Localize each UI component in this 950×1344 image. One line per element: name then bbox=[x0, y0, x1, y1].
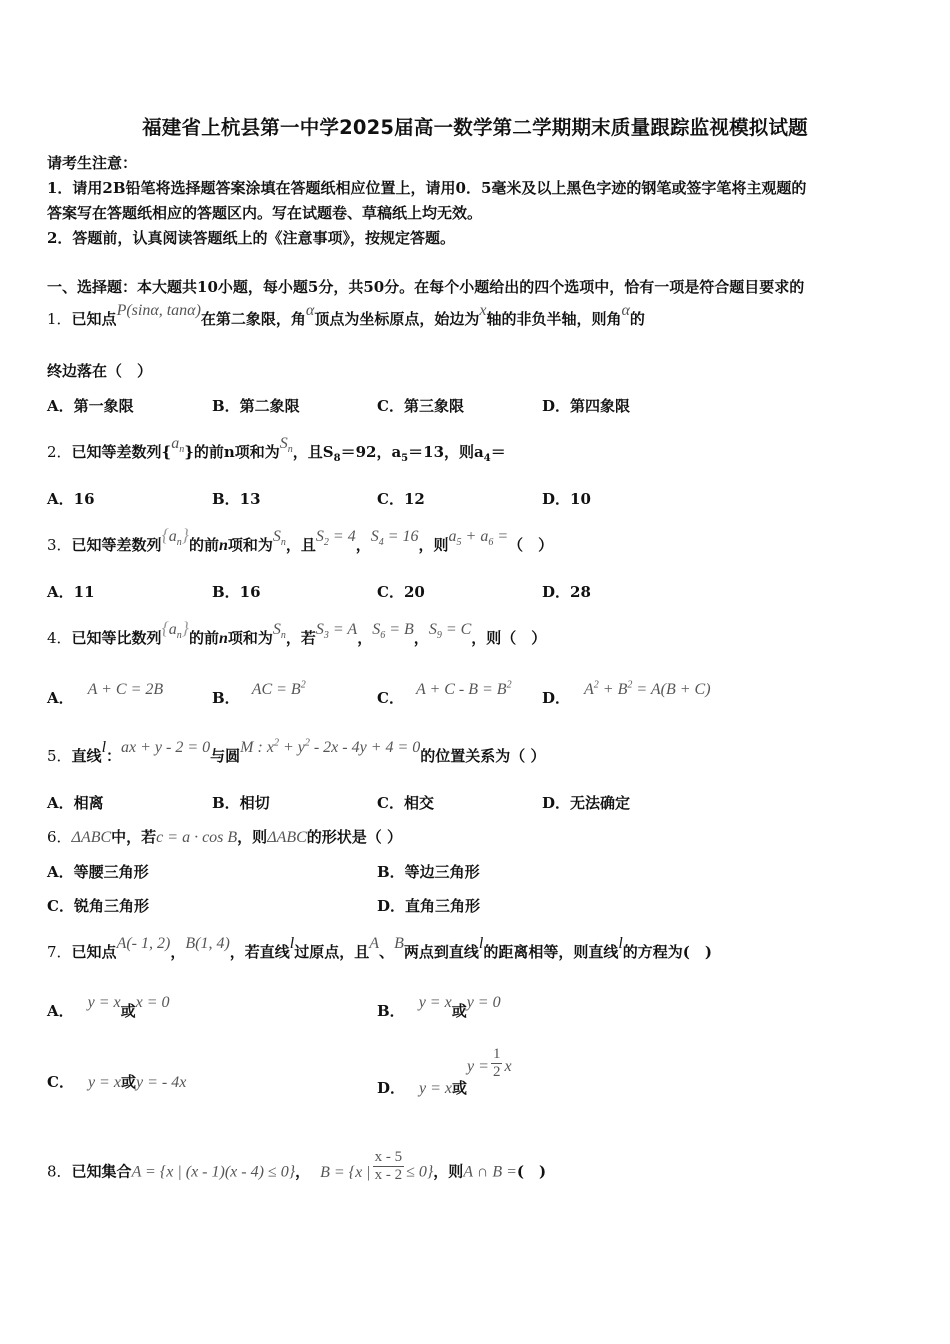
q3-math-sub: 2 bbox=[323, 537, 329, 549]
q3-math-base: a bbox=[448, 528, 457, 545]
q5-math-base: + y bbox=[278, 739, 305, 756]
q4-text: ， bbox=[357, 629, 373, 647]
q3-math-s-base: S bbox=[272, 528, 281, 545]
q3-math-rest: = 16 bbox=[383, 528, 419, 545]
q3-math-a-sub: n bbox=[176, 537, 182, 549]
q2-text: ＝ bbox=[490, 443, 506, 461]
option-math-base: + B bbox=[598, 681, 628, 698]
q3-math-sub: 4 bbox=[378, 537, 384, 549]
question-number: 8． bbox=[47, 1162, 72, 1181]
q3-math-n: n bbox=[218, 537, 228, 554]
q4-math-rest: = B bbox=[385, 621, 414, 638]
q3-math-a-base: a bbox=[168, 528, 177, 545]
q4-text: ， bbox=[413, 629, 429, 647]
q7-option-b[interactable] bbox=[377, 994, 501, 1021]
question-number: 2． bbox=[47, 443, 72, 461]
q7-text: 已知点 bbox=[71, 943, 117, 961]
q2-math-a bbox=[171, 435, 185, 456]
q4-math-s bbox=[272, 621, 286, 642]
q4-math-s3 bbox=[315, 621, 358, 642]
q7-math-l: l bbox=[478, 935, 484, 952]
option-math: x = 0 bbox=[135, 994, 170, 1011]
option-math: A + C = 2B bbox=[87, 681, 164, 698]
q3-text: 的前 bbox=[188, 536, 219, 554]
q4-math-s6 bbox=[372, 621, 414, 642]
notice-item-2: 2．答题前，认真阅读答题纸上的《注意事项》，按规定答题。 bbox=[47, 229, 455, 247]
q6-math-triangle: ΔABC bbox=[267, 829, 307, 846]
q4-math-seq bbox=[161, 618, 189, 642]
brace-right: } bbox=[181, 618, 189, 638]
q5-option-a[interactable]: A．相离 bbox=[47, 794, 104, 812]
q4-math-base: S bbox=[315, 621, 324, 638]
q7-option-a[interactable] bbox=[47, 994, 170, 1021]
q5-math-circle bbox=[240, 739, 420, 756]
option-label: C． bbox=[377, 689, 404, 707]
q7-text: ， bbox=[170, 943, 186, 961]
q4-option-b[interactable] bbox=[212, 679, 306, 708]
q4-math-sub: 9 bbox=[436, 630, 442, 642]
q4-math-rest: = A bbox=[328, 621, 358, 638]
q7-text: 的距离相等，则直线 bbox=[483, 943, 619, 961]
q2-text: }的前n项和为 bbox=[184, 443, 280, 461]
option-label: B． bbox=[212, 689, 240, 707]
q8-math-set-b: B = {x | bbox=[320, 1163, 371, 1181]
q4-text: ，则（ ） bbox=[471, 629, 547, 647]
q4-math-sub: 6 bbox=[380, 630, 386, 642]
q3-text: ，则 bbox=[418, 536, 449, 554]
option-math: y = x bbox=[418, 994, 452, 1011]
q7-text: 、 bbox=[379, 943, 395, 961]
option-label: D． bbox=[377, 1078, 406, 1097]
q3-math-sum bbox=[448, 528, 509, 549]
option-label: A． bbox=[47, 689, 74, 707]
q5-math-sup: 2 bbox=[304, 737, 310, 749]
q5-text: 的位置关系为（ ） bbox=[420, 747, 546, 765]
q2-option-c[interactable]: C．12 bbox=[377, 490, 425, 508]
question-8 bbox=[47, 1149, 547, 1190]
q6-option-d[interactable]: D．直角三角形 bbox=[377, 897, 481, 915]
q8-text: ， bbox=[295, 1162, 311, 1181]
option-text: 或 bbox=[120, 1073, 136, 1091]
brace-left: { bbox=[161, 618, 169, 638]
q3-math-base: S bbox=[315, 528, 324, 545]
question-4 bbox=[47, 618, 547, 650]
q2-sub: 5 bbox=[401, 453, 409, 464]
q2-math-a-sub: n bbox=[179, 444, 185, 456]
q5-option-b[interactable]: B．相切 bbox=[212, 794, 270, 812]
q4-math-sub: 3 bbox=[323, 630, 329, 642]
option-math bbox=[584, 681, 711, 698]
q6-math-condition: c = a · cos B bbox=[156, 829, 238, 846]
q1-text: 已知点 bbox=[71, 310, 117, 328]
q6-option-a[interactable]: A．等腰三角形 bbox=[47, 863, 149, 881]
q1-option-c[interactable]: C．第三象限 bbox=[377, 397, 464, 415]
option-math-sup: 2 bbox=[593, 679, 599, 691]
question-number: 1． bbox=[47, 310, 72, 328]
q4-text: 项和为 bbox=[227, 629, 273, 647]
q6-math-triangle: ΔABC bbox=[71, 829, 112, 846]
option-label: A． bbox=[47, 1002, 74, 1020]
fraction-denominator: 2 bbox=[492, 1064, 501, 1080]
q8-math-intersection: A ∩ B = bbox=[463, 1163, 517, 1181]
option-math-base: = A(B + C) bbox=[632, 681, 711, 698]
option-math: y = bbox=[467, 1057, 489, 1075]
question-7 bbox=[47, 935, 712, 962]
q1-option-d[interactable]: D．第四象限 bbox=[542, 397, 631, 415]
q5-math-base: M : x bbox=[240, 739, 274, 756]
q5-text: 直线 bbox=[71, 747, 102, 765]
q2-text: 已知等差数列{ bbox=[71, 443, 172, 461]
fraction-denominator: x - 2 bbox=[374, 1167, 403, 1183]
option-math: x bbox=[504, 1057, 512, 1075]
q7-option-d[interactable] bbox=[377, 1046, 512, 1097]
q8-math-set-a: A = {x | (x - 1)(x - 4) ≤ 0} bbox=[131, 1163, 296, 1181]
q4-option-d[interactable] bbox=[542, 679, 711, 708]
brace-right: } bbox=[181, 525, 189, 545]
q6-text: ，则 bbox=[237, 828, 268, 846]
option-math: y = 0 bbox=[466, 994, 501, 1011]
q3-math-rest: = 4 bbox=[328, 528, 356, 545]
section-heading: 一、选择题：本大题共10小题，每小题5分，共50分。在每个小题给出的四个选项中，恰有一项是符合题目要求的 bbox=[47, 278, 805, 296]
q3-option-b[interactable]: B．16 bbox=[212, 583, 261, 601]
q7-math-point-b: B(1, 4) bbox=[185, 935, 230, 952]
q4-text: 的前 bbox=[188, 629, 219, 647]
q3-math-sub: 5 bbox=[456, 537, 462, 549]
q3-option-a[interactable]: A．11 bbox=[47, 583, 95, 601]
q7-math-a: A bbox=[369, 935, 380, 952]
q5-math-l: l bbox=[101, 739, 107, 756]
option-math-sup: 2 bbox=[627, 679, 633, 691]
question-number: 3． bbox=[47, 536, 72, 554]
q2-option-d[interactable]: D．10 bbox=[542, 490, 591, 508]
q1-option-b[interactable]: B．第二象限 bbox=[212, 397, 300, 415]
q1-math-alpha: α bbox=[305, 302, 315, 319]
q3-text: 已知等差数列 bbox=[71, 536, 162, 554]
option-math-base: A bbox=[584, 681, 594, 698]
option-math: y = - 4x bbox=[135, 1074, 187, 1091]
q4-math-base: S bbox=[428, 621, 437, 638]
q4-math-base: S bbox=[372, 621, 381, 638]
q8-text: ( ) bbox=[516, 1162, 547, 1181]
brace-left: { bbox=[161, 525, 169, 545]
q8-fraction bbox=[373, 1149, 405, 1184]
q5-option-d[interactable]: D．无法确定 bbox=[542, 794, 631, 812]
q7-math-point-a: A(- 1, 2) bbox=[116, 935, 171, 952]
q4-math-n: n bbox=[218, 630, 228, 647]
q7-option-c[interactable] bbox=[47, 1071, 186, 1092]
question-3 bbox=[47, 525, 554, 557]
q2-option-a[interactable]: A．16 bbox=[47, 490, 95, 508]
question-5 bbox=[47, 737, 546, 766]
q1-text: 轴的非负半轴，则角 bbox=[486, 310, 622, 328]
q3-option-c[interactable]: C．20 bbox=[377, 583, 425, 601]
option-label: B． bbox=[377, 1002, 405, 1020]
q3-text: （ ） bbox=[508, 536, 554, 554]
q3-math-rest: = bbox=[493, 528, 509, 545]
option-label: D． bbox=[542, 689, 571, 707]
q4-math-a-sub: n bbox=[176, 630, 182, 642]
q4-text: ，若 bbox=[285, 629, 316, 647]
q3-math-base: S bbox=[370, 528, 379, 545]
q5-math-line: ax + y - 2 = 0 bbox=[121, 739, 211, 756]
question-number: 5． bbox=[47, 747, 72, 765]
q6-option-c[interactable]: C．锐角三角形 bbox=[47, 897, 149, 915]
q8-text: ，则 bbox=[433, 1162, 464, 1181]
option-math-sup: 2 bbox=[300, 679, 306, 691]
q8-text: 已知集合 bbox=[71, 1162, 132, 1181]
q4-math-s9 bbox=[428, 621, 472, 642]
q7-math-l: l bbox=[289, 935, 295, 952]
q1-math-x: x bbox=[479, 302, 487, 319]
option-text: 或 bbox=[452, 1078, 468, 1097]
q4-math-rest: = C bbox=[441, 621, 472, 638]
q3-math-sub: 6 bbox=[488, 537, 494, 549]
q4-option-a[interactable] bbox=[47, 681, 164, 708]
q6-option-b[interactable]: B．等边三角形 bbox=[377, 863, 480, 881]
q2-option-b[interactable]: B．13 bbox=[212, 490, 261, 508]
option-fraction bbox=[491, 1046, 503, 1081]
q1-text: 在第二象限，角 bbox=[200, 310, 306, 328]
option-math-base: A + C - B = B bbox=[415, 681, 507, 698]
q7-math-b: B bbox=[394, 935, 404, 952]
q4-math-s-base: S bbox=[272, 621, 281, 638]
q1-text: 的 bbox=[629, 310, 645, 328]
q1-math-point: P(sinα, tanα) bbox=[116, 302, 201, 319]
option-math-base: AC = B bbox=[251, 681, 301, 698]
q3-math-s4 bbox=[370, 528, 419, 549]
q1-option-a[interactable]: A．第一象限 bbox=[47, 397, 134, 415]
option-math bbox=[252, 681, 306, 698]
q3-math-seq bbox=[161, 525, 189, 549]
q5-text: ： bbox=[106, 747, 122, 765]
q2-math-a-base: a bbox=[171, 435, 180, 452]
q2-text: ＝92，a bbox=[340, 443, 402, 461]
q2-math-s-sub: n bbox=[287, 444, 293, 456]
option-math: y = x bbox=[87, 994, 121, 1011]
option-text: 或 bbox=[451, 1002, 467, 1020]
option-math: y = x bbox=[419, 1079, 453, 1097]
q1-text: 顶点为坐标原点，始边为 bbox=[314, 310, 480, 328]
q7-text: 的方程为( ) bbox=[622, 943, 712, 961]
notice-heading: 请考生注意： bbox=[47, 154, 138, 172]
q7-text: 过原点，且 bbox=[294, 943, 370, 961]
q2-sub: 8 bbox=[333, 453, 341, 464]
fraction-numerator: 1 bbox=[492, 1046, 501, 1062]
q5-math-sup: 2 bbox=[273, 737, 279, 749]
q3-math-s-sub: n bbox=[280, 537, 286, 549]
question-6 bbox=[47, 826, 402, 847]
q2-math-s-base: S bbox=[279, 435, 288, 452]
option-text: 或 bbox=[120, 1002, 136, 1020]
q6-text: 中，若 bbox=[111, 828, 157, 846]
question-1 bbox=[47, 302, 645, 329]
page-title: 福建省上杭县第一中学2025届高一数学第二学期期末质量跟踪监视模拟试题 bbox=[142, 116, 808, 139]
q4-option-c[interactable] bbox=[377, 679, 512, 708]
q4-math-a-base: a bbox=[168, 621, 177, 638]
q5-text: 与圆 bbox=[210, 747, 241, 765]
notice-item-1-line-2: 答案写在答题纸相应的答题区内。写在试题卷、草稿纸上均无效。 bbox=[47, 204, 483, 222]
question-number: 4． bbox=[47, 629, 72, 647]
q3-option-d[interactable]: D．28 bbox=[542, 583, 591, 601]
q2-text: ＝13，则a bbox=[408, 443, 484, 461]
q4-math-s-sub: n bbox=[280, 630, 286, 642]
notice-item-1-line-1: 1．请用2B铅笔将选择题答案涂填在答题纸相应位置上，请用0．5毫米及以上黑色字迹的钢笔或签字笔将主观题的 bbox=[47, 179, 807, 197]
q3-text: ， bbox=[355, 536, 371, 554]
q3-text: ，且 bbox=[285, 536, 316, 554]
q7-math-l: l bbox=[618, 935, 623, 952]
q8-math-set-b-end: ≤ 0} bbox=[406, 1163, 434, 1181]
q5-math-base: - 2x - 4y + 4 = 0 bbox=[309, 739, 421, 756]
q4-text: 已知等比数列 bbox=[71, 629, 162, 647]
q7-text: ，若直线 bbox=[229, 943, 290, 961]
option-math-sup: 2 bbox=[506, 679, 512, 691]
q6-text: 的形状是（ ） bbox=[306, 828, 403, 846]
q1-math-alpha: α bbox=[621, 302, 630, 319]
q3-text: 项和为 bbox=[227, 536, 273, 554]
q3-math-base: + a bbox=[461, 528, 489, 545]
q2-sub: 4 bbox=[483, 453, 491, 464]
question-2 bbox=[47, 435, 506, 464]
question-number: 6． bbox=[47, 828, 72, 846]
option-math: y = x bbox=[87, 1074, 121, 1091]
question-number: 7． bbox=[47, 943, 72, 961]
q2-math-s bbox=[279, 435, 293, 456]
option-label: C． bbox=[47, 1073, 74, 1091]
q2-text: ，且S bbox=[292, 443, 334, 461]
q3-math-s2 bbox=[315, 528, 356, 549]
question-1-continued: 终边落在（ ） bbox=[47, 362, 153, 380]
q3-math-s bbox=[272, 528, 286, 549]
q5-option-c[interactable]: C．相交 bbox=[377, 794, 434, 812]
q7-text: 两点到直线 bbox=[403, 943, 479, 961]
option-math bbox=[416, 681, 512, 698]
fraction-numerator: x - 5 bbox=[374, 1149, 403, 1165]
